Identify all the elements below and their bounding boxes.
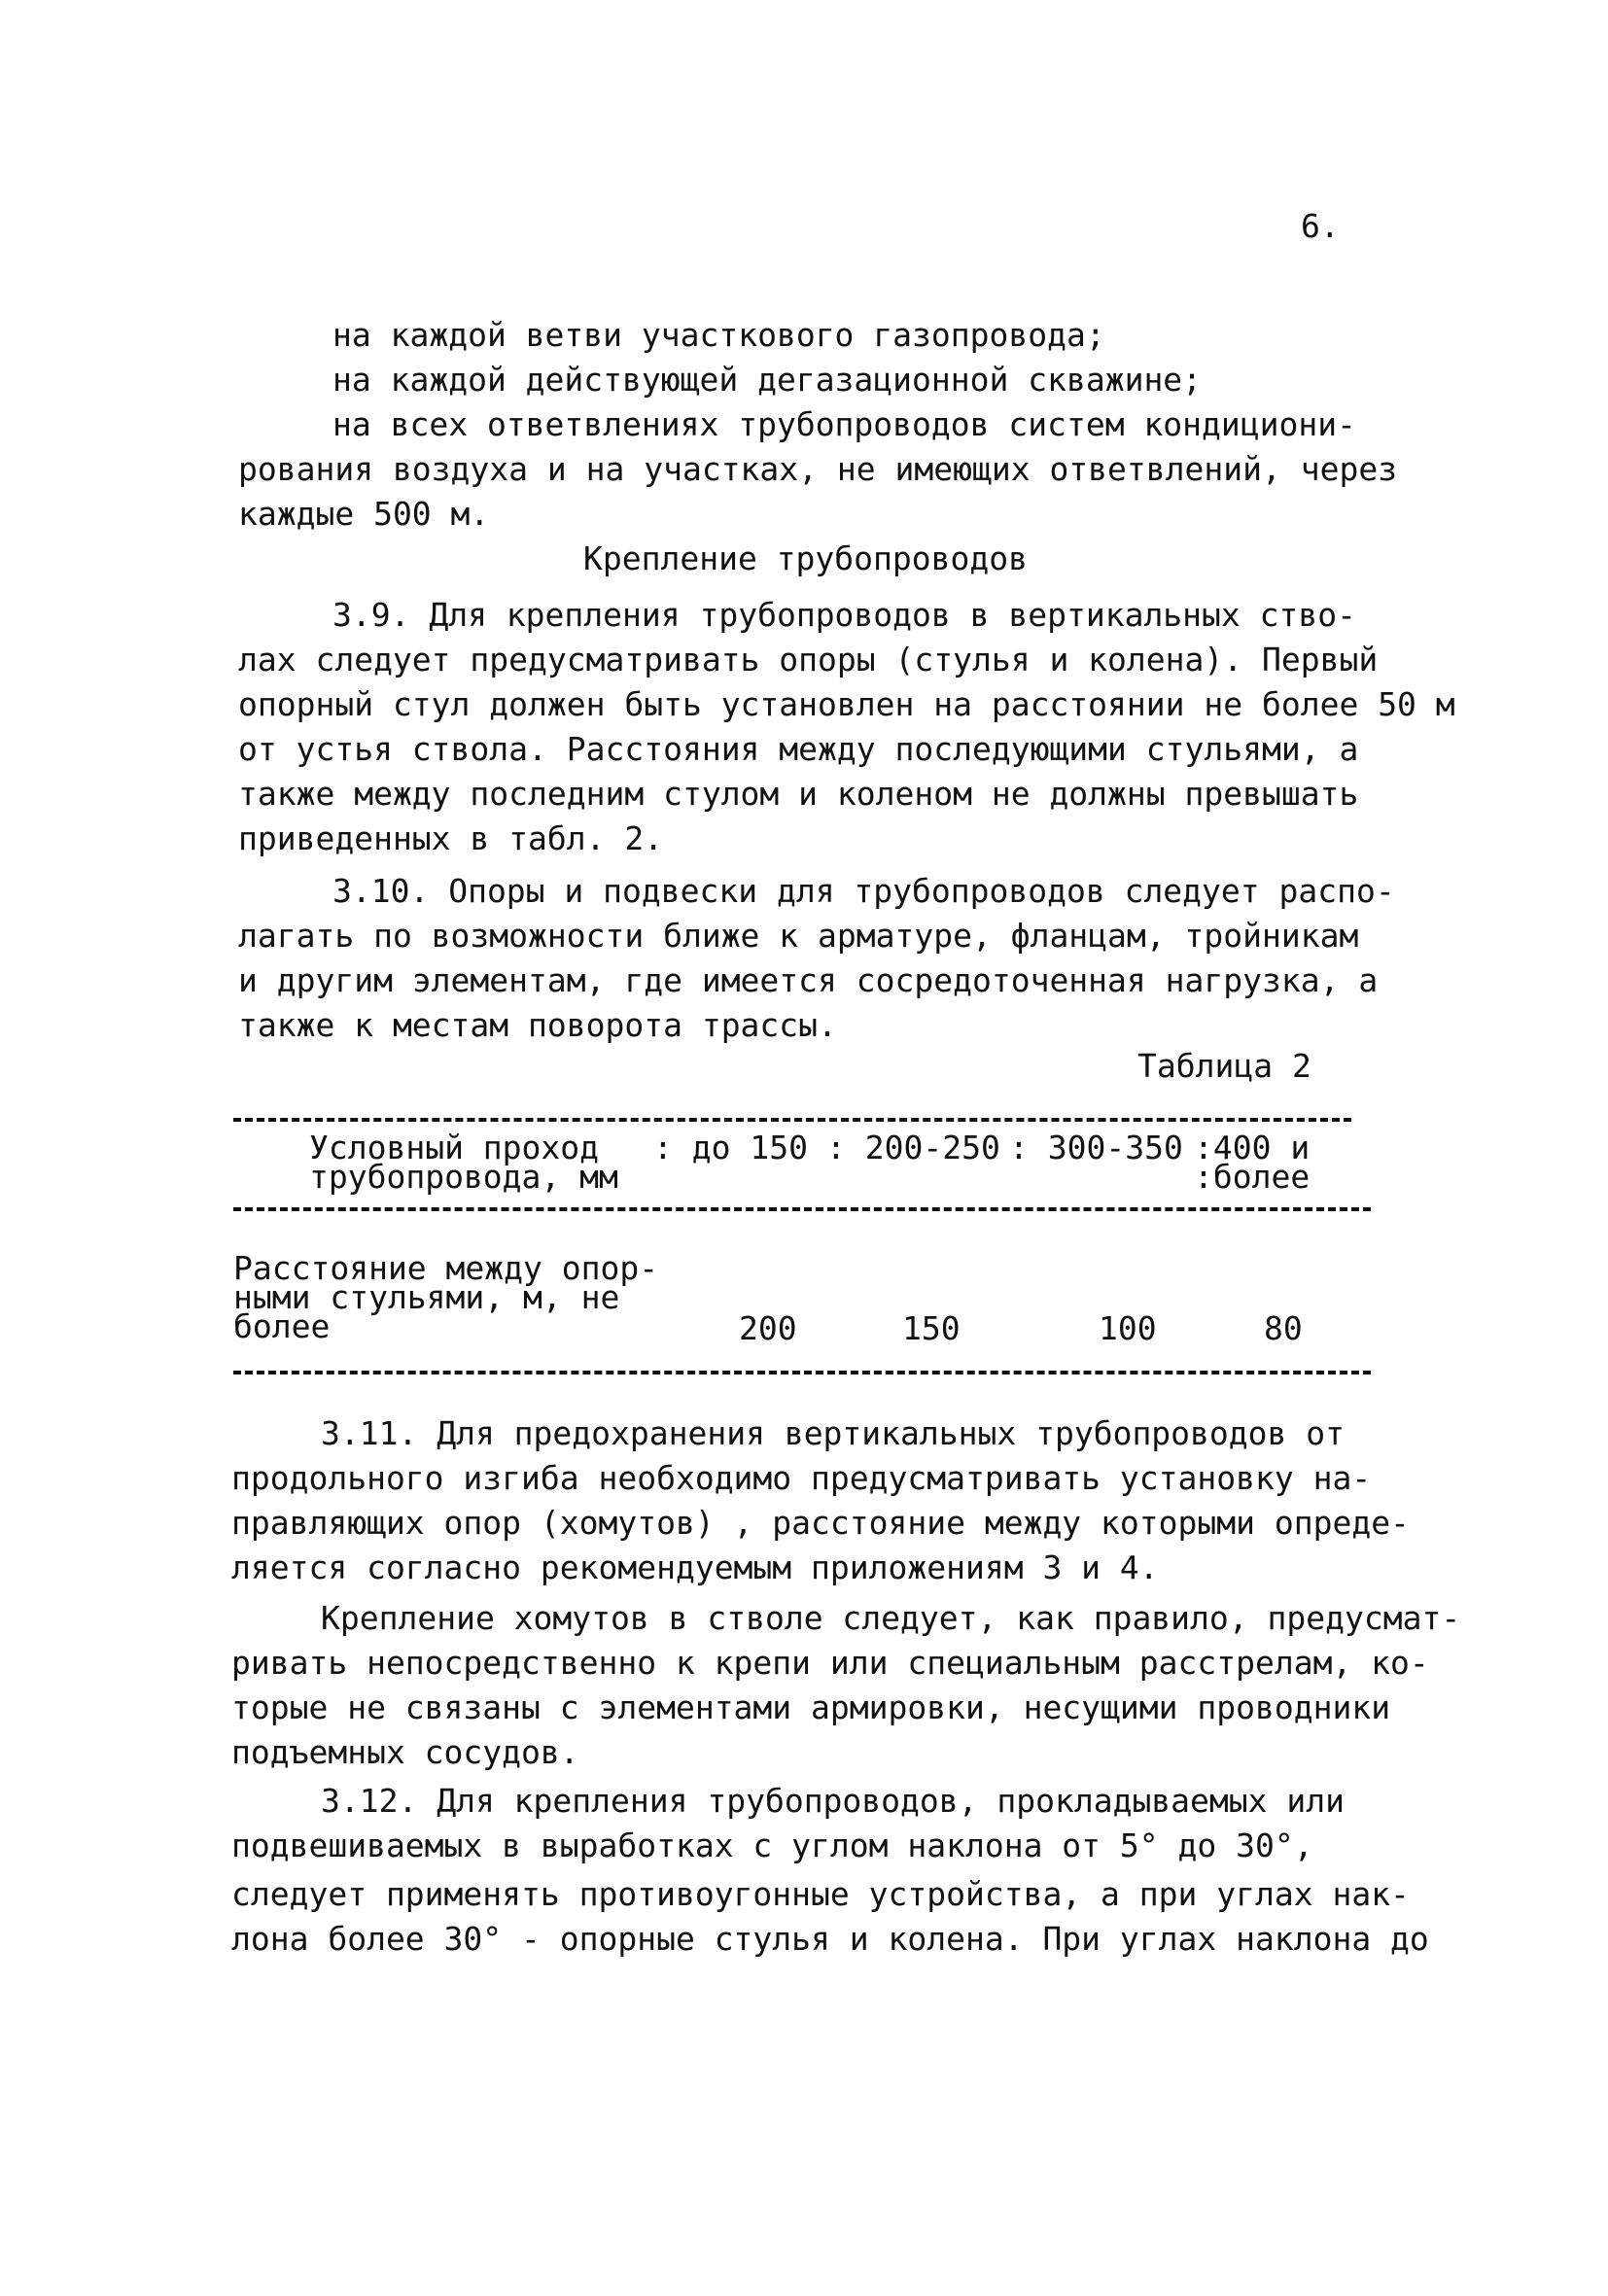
text-line: на всех ответвлениях трубопроводов систем кондициони- — [332, 405, 1356, 443]
text-line: от устья ствола. Расстояния между последующими стульями, а — [238, 730, 1359, 768]
header-label-line: Условный проход — [309, 1129, 600, 1166]
table-cell: 200 — [739, 1309, 797, 1347]
table-cell: 80 — [1264, 1309, 1303, 1347]
table-header-col-3: : 300-350 — [1009, 1129, 1183, 1166]
text-line: торые не связаны с элементами армировки, несущими проводники — [231, 1688, 1391, 1726]
text-line: опорный стул должен быть установлен на расстоянии не более 50 м — [238, 685, 1455, 723]
text-line: на каждой действующей дегазационной скважине; — [332, 361, 1203, 399]
header-col-4-line: :более — [1194, 1158, 1311, 1196]
text-line: лагать по возможности ближе к арматуре, фланцам, тройникам — [238, 917, 1359, 955]
table-cell: 150 — [902, 1309, 961, 1347]
table-bottom-rule — [233, 1371, 1371, 1374]
text-line: лона более 30° - опорные стулья и колена. При углах наклона до — [231, 1920, 1429, 1958]
text-line: правляющих опор (хомутов) , расстояние между которыми опреде- — [231, 1504, 1410, 1542]
table-caption: Таблица 2 — [1137, 1047, 1311, 1085]
text-line: также между последним стулом и коленом не должны превышать — [238, 775, 1359, 813]
text-line: продольного изгиба необходимо предусматривать установку на- — [231, 1459, 1372, 1497]
table-header-col-2: : 200-250 — [826, 1129, 1000, 1166]
table-header-rule — [233, 1207, 1371, 1211]
table-top-rule — [233, 1118, 1351, 1122]
page-number: 6. — [1301, 207, 1340, 245]
text-line: ляется согласно рекомендуемым приложениям 3 и 4. — [231, 1548, 1159, 1586]
text-line: рования воздуха и на участках, не имеющих ответвлений, через — [238, 450, 1398, 488]
text-line: Крепление хомутов в стволе следует, как правило, предусмат- — [321, 1599, 1461, 1637]
text-line: 3.10. Опоры и подвески для трубопроводов следует распо- — [332, 872, 1395, 910]
row-label-line: более — [233, 1307, 331, 1345]
text-line: и другим элементам, где имеется сосредоточенная нагрузка, а — [238, 961, 1379, 999]
section-heading: Крепление трубопроводов — [583, 539, 1028, 577]
text-line: каждые 500 м. — [238, 495, 490, 533]
text-line: на каждой ветви участкового газопровода; — [332, 316, 1105, 354]
text-line: ривать непосредственно к крепи или специальным расстрелам, ко- — [231, 1644, 1429, 1682]
table-header-col-1: : до 150 — [653, 1129, 808, 1166]
text-line: также к местам поворота трассы. — [238, 1006, 837, 1044]
row-label-line: Расстояние между опор- — [233, 1249, 659, 1287]
text-line: подъемных сосудов. — [231, 1733, 579, 1771]
text-line: лах следует предусматривать опоры (стулья и колена). Первый — [238, 641, 1379, 678]
text-line: 3.11. Для предохранения вертикальных трубопроводов от — [321, 1414, 1345, 1452]
text-line: приведенных в табл. 2. — [238, 819, 664, 857]
header-label-line: трубопровода, мм — [309, 1158, 618, 1196]
header-col-4-line: :400 и — [1194, 1129, 1311, 1166]
text-line: следует применять противоугонные устройства, а при углах нак- — [231, 1875, 1410, 1913]
text-line: подвешиваемых в выработках с углом наклона от 5° до 30°, — [231, 1826, 1313, 1864]
text-line: 3.9. Для крепления трубопроводов в вертикальных ство- — [332, 596, 1356, 634]
table-cell: 100 — [1099, 1309, 1157, 1347]
text-line: 3.12. Для крепления трубопроводов, прокладываемых или — [321, 1782, 1345, 1820]
row-label-line: ными стульями, м, не — [233, 1278, 620, 1316]
